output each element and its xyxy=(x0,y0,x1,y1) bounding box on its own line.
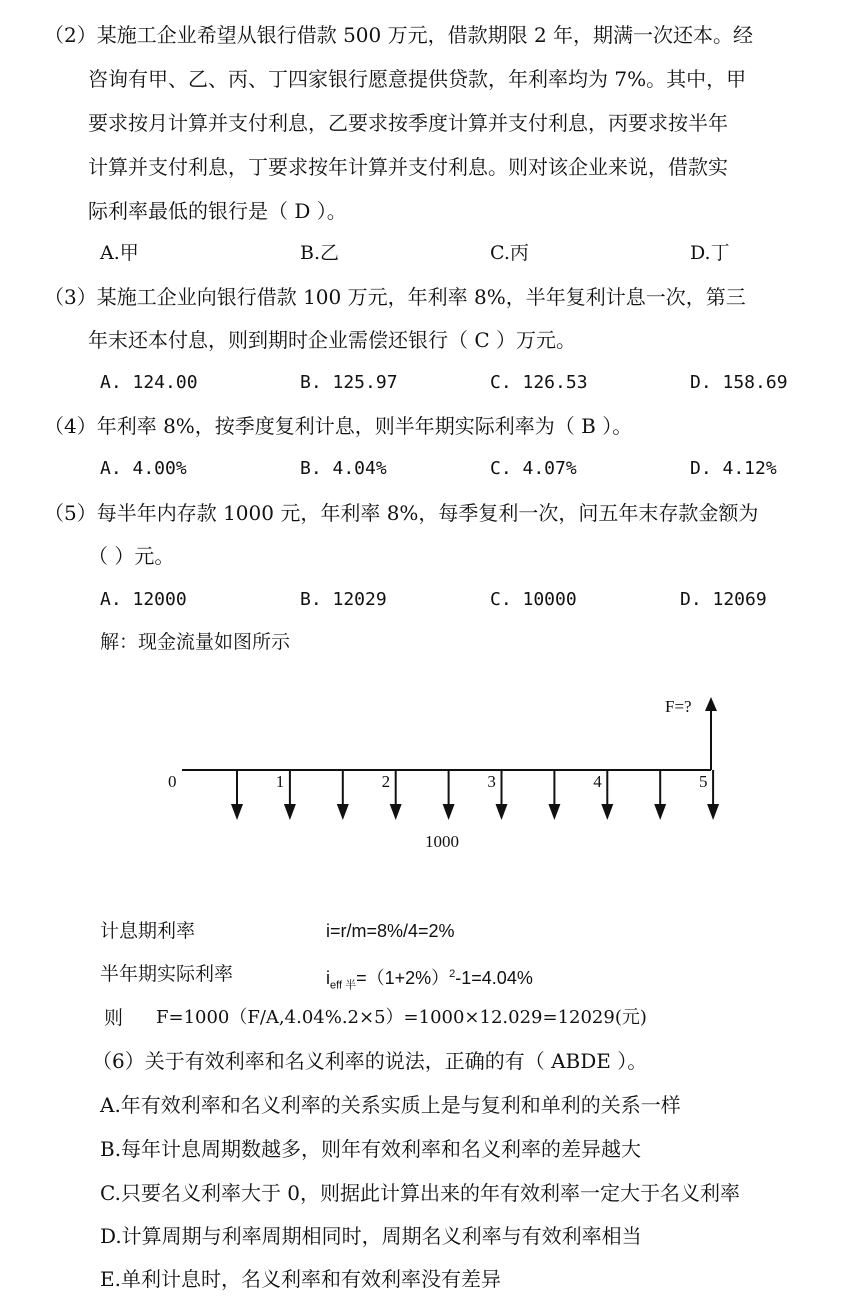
calc-row2-subscript: eff 半 xyxy=(330,979,357,992)
q5-option-d: D. 12069 xyxy=(680,589,767,610)
cash-flow-diagram xyxy=(150,685,730,860)
q5-option-b: B. 12029 xyxy=(300,589,387,610)
q2-line-4: 计算并支付利息，丁要求按年计算并支付利息。则对该企业来说，借款实 xyxy=(88,155,728,179)
future-value-label: F=? xyxy=(665,697,692,716)
q2-line-5: 际利率最低的银行是（ D ）。 xyxy=(88,199,347,223)
period-label: 5 xyxy=(699,772,708,791)
q2-option-d: D.丁 xyxy=(690,242,730,264)
calc-row3-prefix: 则 xyxy=(104,1007,124,1029)
q3-option-d: D. 158.69 xyxy=(690,372,788,393)
q5-line-1: （5）每半年内存款 1000 元，年利率 8%，每季复利一次，问五年末存款金额为 xyxy=(44,501,759,525)
q2-option-a: A.甲 xyxy=(100,242,139,264)
q3-option-c: C. 126.53 xyxy=(490,372,588,393)
deposit-arrowhead xyxy=(231,804,243,820)
period-label: 4 xyxy=(593,772,602,791)
q3-option-b: B. 125.97 xyxy=(300,372,398,393)
q3-line-1: （3）某施工企业向银行借款 100 万元，年利率 8%，半年复利计息一次，第三 xyxy=(44,285,746,309)
deposit-arrowhead xyxy=(496,804,508,820)
calc-row3-formula: F=1000（F/A,4.04%.2×5）=1000×12.029=12029(元) xyxy=(156,1007,647,1028)
q4-option-a: A. 4.00% xyxy=(100,458,187,479)
period-label: 0 xyxy=(168,772,177,791)
q6-line: （6）关于有效利率和名义利率的说法，正确的有（ ABDE ）。 xyxy=(92,1049,648,1073)
q6-option-e: E.单利计息时，名义利率和有效利率没有差异 xyxy=(100,1267,501,1291)
q6-option-b: B.每年计息周期数越多，则年有效利率和名义利率的差异越大 xyxy=(100,1137,642,1161)
q5-solution-intro: 解：现金流量如图所示 xyxy=(100,631,291,653)
deposit-amount-label: 1000 xyxy=(425,832,459,851)
deposit-arrowhead xyxy=(654,804,666,820)
q2-option-b: B.乙 xyxy=(300,242,340,264)
deposit-arrowhead xyxy=(601,804,613,820)
calc-row2-formula xyxy=(326,961,533,999)
q2-option-c: C.丙 xyxy=(490,242,529,264)
calc-row2-end: -1=4.04% xyxy=(455,968,533,988)
q6-option-a: A.年有效利率和名义利率的关系实质上是与复利和单利的关系一样 xyxy=(100,1093,681,1117)
deposit-arrowhead xyxy=(390,804,402,820)
calc-row2-exponent: 2 xyxy=(449,968,456,980)
q3-option-a: A. 124.00 xyxy=(100,372,198,393)
future-value-arrowhead xyxy=(705,697,717,711)
deposit-arrowhead xyxy=(443,804,455,820)
calc-row2-mid: =（1+2%） xyxy=(356,968,450,988)
q4-line-1: （4）年利率 8%，按季度复利计息，则半年期实际利率为（ B ）。 xyxy=(44,414,633,438)
deposit-arrowhead xyxy=(548,804,560,820)
deposit-arrows xyxy=(231,770,719,820)
period-label: 3 xyxy=(487,772,496,791)
calc-row2-i: i xyxy=(326,968,330,988)
q4-option-d: D. 4.12% xyxy=(690,458,777,479)
calc-row1-label: 计息期利率 xyxy=(100,920,196,942)
calc-row2-label: 半年期实际利率 xyxy=(100,963,234,985)
q6-option-d: D.计算周期与利率周期相同时，周期名义利率与有效利率相当 xyxy=(100,1224,642,1248)
q5-option-c: C. 10000 xyxy=(490,589,577,610)
calc-row1-formula: i=r/m=8%/4=2% xyxy=(326,921,455,941)
deposit-arrowhead xyxy=(707,804,719,820)
deposit-arrowhead xyxy=(284,804,296,820)
q2-line-2: 咨询有甲、乙、丙、丁四家银行愿意提供贷款，年利率均为 7%。其中，甲 xyxy=(88,67,747,91)
period-label: 2 xyxy=(381,772,391,791)
q5-line-2: （ ）元。 xyxy=(88,544,175,568)
deposit-arrowhead xyxy=(337,804,349,820)
q6-option-c: C.只要名义利率大于 0，则据此计算出来的年有效利率一定大于名义利率 xyxy=(100,1181,741,1205)
period-labels xyxy=(168,772,708,791)
q2-line-1: （2）某施工企业希望从银行借款 500 万元，借款期限 2 年，期满一次还本。经 xyxy=(44,23,754,47)
q4-option-c: C. 4.07% xyxy=(490,458,577,479)
period-label: 1 xyxy=(275,772,285,791)
q5-option-a: A. 12000 xyxy=(100,589,187,610)
q4-option-b: B. 4.04% xyxy=(300,458,387,479)
q3-line-2: 年末还本付息，则到期时企业需偿还银行（ C ）万元。 xyxy=(88,328,577,352)
q2-line-3: 要求按月计算并支付利息，乙要求按季度计算并支付利息，丙要求按半年 xyxy=(88,111,728,135)
